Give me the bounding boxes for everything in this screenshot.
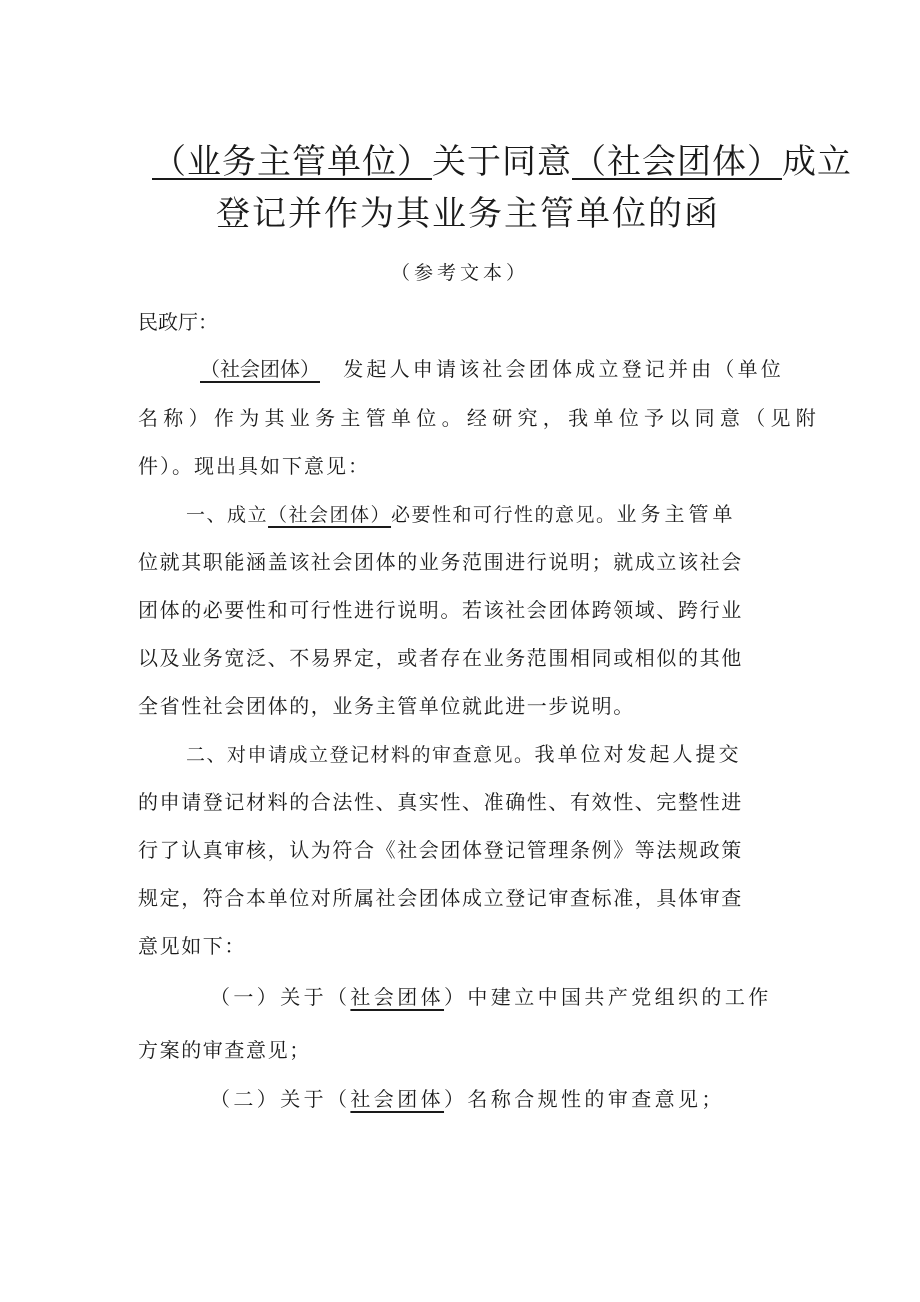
title-supervising-unit-placeholder: （业务主管单位） (152, 142, 432, 182)
section2-line4: 规定，符合本单位对所属社会团体成立登记审查标准，具体审查 (138, 886, 743, 910)
title-social-group-placeholder: （社会团体） (572, 142, 782, 182)
item1-line1-text: ）中建立中国共产党组织的工作 (444, 985, 772, 1009)
title-text-agree: 关于同意 (432, 142, 572, 182)
section1-line5: 全省性社会团体的，业务主管单位就此进一步说明。 (138, 694, 635, 718)
para1-line2: 名称）作为其业务主管单位。经研究，我单位予以同意（见附 (138, 406, 822, 430)
section1-line3: 团体的必要性和可行性进行说明。若该社会团体跨领域、跨行业 (138, 598, 743, 622)
document-title-line2: 登记并作为其业务主管单位的函 (216, 194, 720, 234)
title-text-establish: 成立 (782, 142, 852, 182)
item1-social-group-placeholder: 社会团体 (350, 985, 445, 1009)
document-subtitle: （参考文本） (390, 262, 529, 284)
section1-social-group-placeholder: （社会团体） (268, 504, 392, 526)
item2-social-group-placeholder: 社会团体 (350, 1087, 445, 1111)
section2-line5: 意见如下： (138, 934, 246, 958)
salutation: 民政厅： (138, 310, 218, 334)
para1-social-group-placeholder: （社会团体） (200, 357, 320, 381)
document-title-line1 (152, 140, 920, 184)
section1-line1 (186, 499, 737, 530)
section2-line3: 行了认真审核，认为符合《社会团体登记管理条例》等法规政策 (138, 838, 743, 862)
section1-heading-a: 一、成立 (186, 504, 269, 526)
section2-line1-text: 我单位对发起人提交 (534, 742, 742, 766)
section1-line2: 位就其职能涵盖该社会团体的业务范围进行说明；就成立该社会 (138, 550, 743, 574)
item2-line1 (210, 1084, 725, 1114)
section2-line2: 的申请登记材料的合法性、真实性、准确性、有效性、完整性进 (138, 790, 743, 814)
section1-line4: 以及业务宽泛、不易界定，或者存在业务范围相同或相似的其他 (138, 646, 743, 670)
section1-line1-text: 业务主管单 (616, 502, 737, 526)
section2-heading: 二、对申请成立登记材料的审查意见。 (186, 744, 535, 766)
section1-heading-b: 必要性和可行性的意见。 (391, 504, 617, 526)
item2-line1-text: ）名称合规性的审查意见； (444, 1087, 725, 1111)
item1-prefix: （一）关于（ (210, 985, 351, 1009)
item2-prefix: （二）关于（ (210, 1087, 351, 1111)
para1-line1 (200, 354, 784, 384)
section2-line1 (186, 739, 742, 770)
item1-line2: 方案的审查意见； (138, 1038, 311, 1062)
para1-line3: 件）。现出具如下意见： (138, 454, 370, 478)
item1-line1 (210, 982, 772, 1012)
para1-line1-text: 发起人申请该社会团体成立登记并由（单位 (343, 357, 784, 381)
